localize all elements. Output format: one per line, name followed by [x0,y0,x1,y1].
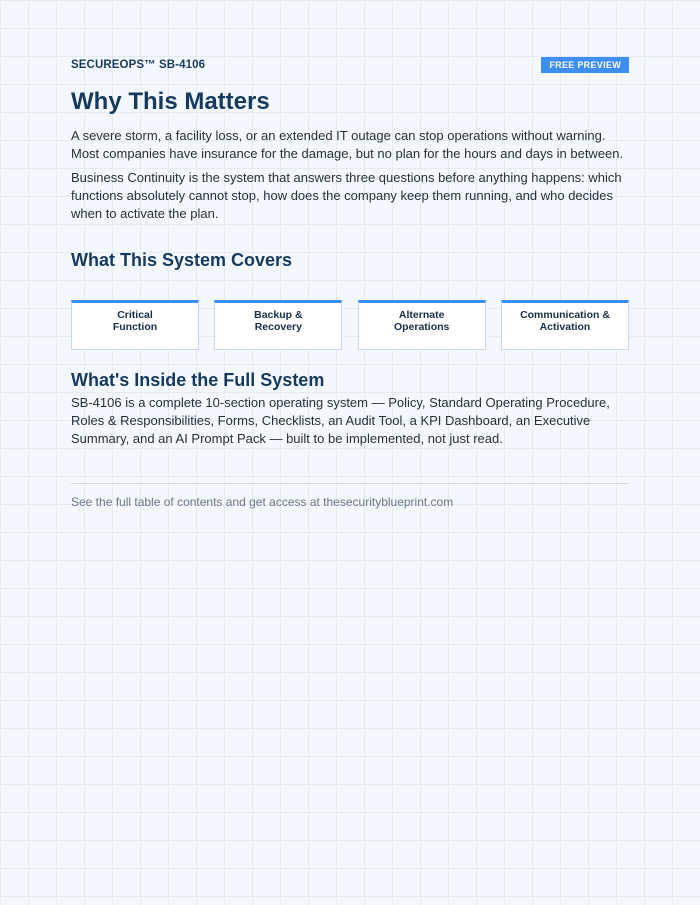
divider [71,483,629,484]
intro-paragraph-2: Business Continuity is the system that answers three questions before anything happens: which functions absolutely cannot stop, how does the company keep them running, and who decides when to activate the plan. [71,170,622,221]
inside-paragraph: SB-4106 is a complete 10-section operating system — Policy, Standard Operating Procedure, Roles & Responsibilities, Forms, Checklists, an Audit Tool, a KPI Dashboard, an Executive Summary, and an AI Prompt Pack — built to be implemented, not just read. [71,395,610,446]
inside-heading: What's Inside the Full System [71,370,325,390]
coverage-cards [71,300,629,350]
document-page [71,56,629,509]
card-label-line2: Recovery [254,321,302,333]
card-label-line1: Critical [117,309,153,321]
free-preview-badge: FREE PREVIEW [541,57,629,73]
card-critical-function [71,300,199,350]
covers-heading: What This System Covers [71,250,293,270]
card-label-line2: Function [112,321,158,333]
brand-label: SECUREOPS™ SB-4106 [71,58,206,71]
footer-note: See the full table of contents and get access at thesecurityblueprint.com [71,495,454,509]
card-label-line1: Communication & [520,309,610,321]
card-label-line1: Alternate [398,309,445,321]
card-label-line2: Operations [393,321,450,333]
card-label-line1: Backup & [254,309,303,321]
card-label-line2: Activation [539,321,591,333]
page-title: Why This Matters [71,88,270,115]
header-bar [71,56,629,73]
card-communication-activation [501,300,629,350]
card-alternate-operations [358,300,486,350]
intro-paragraph-1: A severe storm, a facility loss, or an extended IT outage can stop operations without warning. Most companies have insurance for the damage, but no plan for the hours and days in between. [71,128,624,161]
card-backup-recovery [214,300,342,350]
